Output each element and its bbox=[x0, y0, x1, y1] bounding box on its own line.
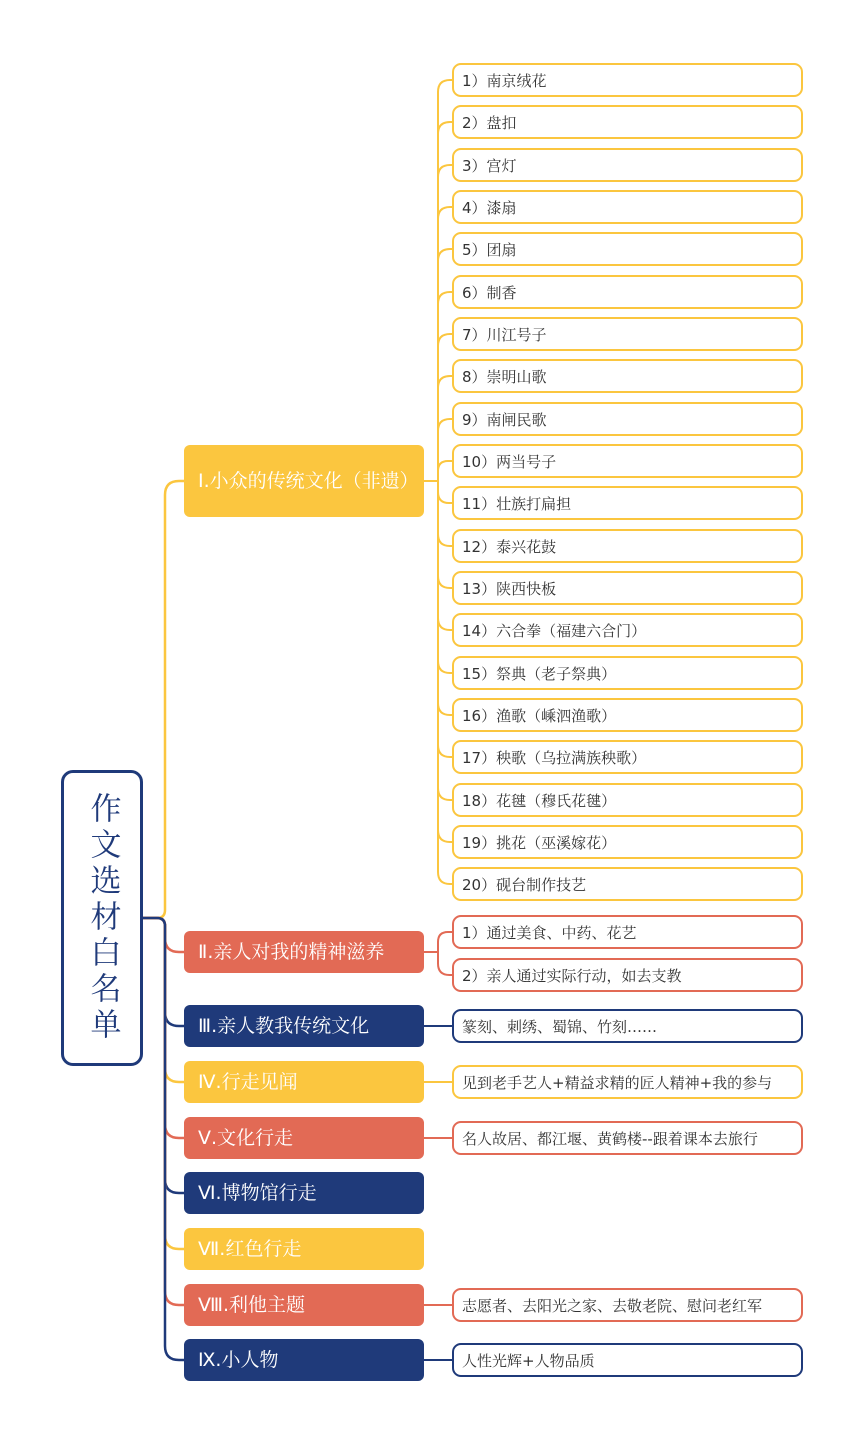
branch-3 bbox=[184, 1005, 424, 1047]
leaf-text: 7）川江号子 bbox=[462, 325, 547, 344]
branch-connector bbox=[143, 918, 184, 1082]
branch-8 bbox=[184, 1284, 424, 1326]
leaf-text: 20）砚台制作技艺 bbox=[462, 875, 587, 894]
leaf-1-1 bbox=[452, 63, 803, 97]
leaf-1-8 bbox=[452, 359, 803, 393]
branch-label: Ⅲ.亲人教我传统文化 bbox=[198, 1015, 370, 1037]
leaf-1-15 bbox=[452, 656, 803, 690]
branch-connector bbox=[143, 918, 184, 1249]
leaf-text: 1）南京绒花 bbox=[462, 71, 547, 90]
leaf-text: 篆刻、刺绣、蜀锦、竹刻…… bbox=[462, 1017, 658, 1036]
branch-label: Ⅰ.小众的传统文化（非遗） bbox=[198, 470, 419, 492]
leaf-1-13 bbox=[452, 571, 803, 605]
leaf-connector bbox=[424, 952, 452, 975]
leaf-5-1 bbox=[452, 1121, 803, 1155]
leaf-1-11 bbox=[452, 486, 803, 520]
leaf-text: 名人故居、都江堰、黄鹤楼--跟着课本去旅行 bbox=[462, 1129, 758, 1148]
leaf-1-19 bbox=[452, 825, 803, 859]
leaf-text: 16）渔歌（嵊泗渔歌） bbox=[462, 706, 617, 725]
leaf-9-1 bbox=[452, 1343, 803, 1377]
branch-connector bbox=[143, 918, 184, 1026]
branch-label: Ⅵ.博物馆行走 bbox=[198, 1182, 317, 1204]
branch-4 bbox=[184, 1061, 424, 1103]
leaf-1-9 bbox=[452, 402, 803, 436]
leaf-1-3 bbox=[452, 148, 803, 182]
leaf-text: 2）盘扣 bbox=[462, 113, 517, 132]
branch-connector bbox=[143, 481, 184, 918]
leaf-text: 志愿者、去阳光之家、去敬老院、慰问老红军 bbox=[462, 1296, 763, 1315]
leaf-1-18 bbox=[452, 783, 803, 817]
root-title: 作文选材白名单 bbox=[84, 792, 121, 1044]
branch-label: Ⅶ.红色行走 bbox=[198, 1238, 302, 1260]
branch-label: Ⅸ.小人物 bbox=[198, 1349, 279, 1371]
branch-1 bbox=[184, 445, 424, 517]
leaf-text: 10）两当号子 bbox=[462, 452, 557, 471]
branch-connector bbox=[143, 918, 184, 1305]
branch-6 bbox=[184, 1172, 424, 1214]
leaf-text: 4）漆扇 bbox=[462, 198, 517, 217]
leaf-text: 13）陕西快板 bbox=[462, 579, 557, 598]
branch-5 bbox=[184, 1117, 424, 1159]
leaf-1-5 bbox=[452, 232, 803, 266]
leaf-1-2 bbox=[452, 105, 803, 139]
leaf-1-7 bbox=[452, 317, 803, 351]
leaf-text: 3）宫灯 bbox=[462, 156, 517, 175]
leaf-4-1 bbox=[452, 1065, 803, 1099]
branch-label: Ⅳ.行走见闻 bbox=[198, 1071, 298, 1093]
branch-connector bbox=[143, 918, 184, 1193]
branch-7 bbox=[184, 1228, 424, 1270]
branch-9 bbox=[184, 1339, 424, 1381]
leaf-text: 5）团扇 bbox=[462, 240, 517, 259]
leaf-3-1 bbox=[452, 1009, 803, 1043]
branch-label: Ⅱ.亲人对我的精神滋养 bbox=[198, 941, 385, 963]
leaf-1-14 bbox=[452, 613, 803, 647]
leaf-text: 17）秧歌（乌拉满族秧歌） bbox=[462, 748, 647, 767]
leaf-1-10 bbox=[452, 444, 803, 478]
leaf-connector bbox=[424, 481, 452, 884]
leaf-text: 15）祭典（老子祭典） bbox=[462, 664, 617, 683]
leaf-1-20 bbox=[452, 867, 803, 901]
branch-label: Ⅷ.利他主题 bbox=[198, 1294, 306, 1316]
leaf-1-12 bbox=[452, 529, 803, 563]
leaf-1-17 bbox=[452, 740, 803, 774]
leaf-text: 14）六合拳（福建六合门） bbox=[462, 621, 647, 640]
leaf-8-1 bbox=[452, 1288, 803, 1322]
leaf-2-1 bbox=[452, 915, 803, 949]
leaf-text: 12）泰兴花鼓 bbox=[462, 537, 557, 556]
branch-2 bbox=[184, 931, 424, 973]
leaf-text: 18）花毽（穆氏花毽） bbox=[462, 791, 617, 810]
leaf-text: 见到老手艺人+精益求精的匠人精神+我的参与 bbox=[462, 1073, 773, 1092]
leaf-connector bbox=[424, 932, 452, 952]
leaf-text: 9）南闸民歌 bbox=[462, 410, 547, 429]
leaf-1-16 bbox=[452, 698, 803, 732]
leaf-text: 1）通过美食、中药、花艺 bbox=[462, 923, 637, 942]
leaf-1-4 bbox=[452, 190, 803, 224]
leaf-text: 人性光辉+人物品质 bbox=[462, 1351, 595, 1370]
leaf-2-2 bbox=[452, 958, 803, 992]
leaf-1-6 bbox=[452, 275, 803, 309]
branch-label: Ⅴ.文化行走 bbox=[198, 1127, 294, 1149]
root-node bbox=[61, 770, 143, 1066]
leaf-text: 11）壮族打扁担 bbox=[462, 494, 572, 513]
leaf-text: 8）崇明山歌 bbox=[462, 367, 547, 386]
leaf-text: 2）亲人通过实际行动，如去支教 bbox=[462, 966, 682, 985]
leaf-text: 19）挑花（巫溪嫁花） bbox=[462, 833, 617, 852]
leaf-text: 6）制香 bbox=[462, 283, 517, 302]
